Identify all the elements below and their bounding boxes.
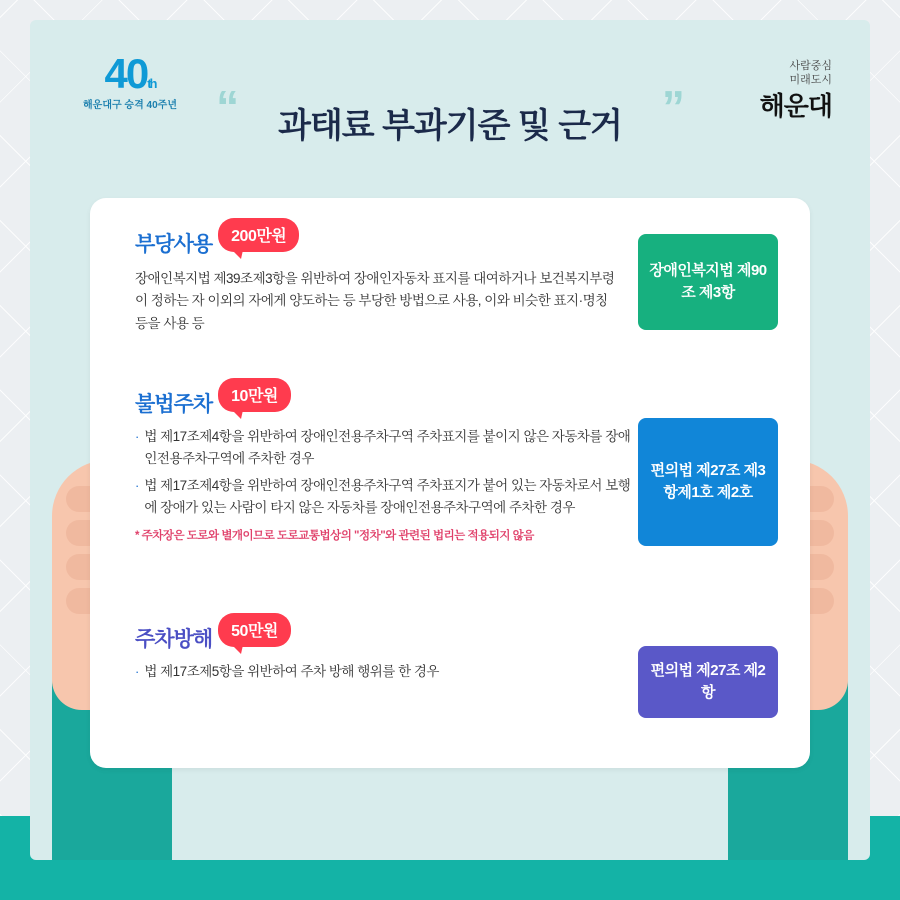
bullet-icon: · <box>135 477 140 493</box>
section-illegal-parking-item-2: 법 제17조제4항을 위반하여 장애인전용주차구역 주차표지가 붙어 있는 자동차로서 보행에 장애가 있는 사람이 타지 않은 자동차를 장애인전용주차구역에 주차한 경우 <box>144 477 631 515</box>
section-misuse-title: 부당사용 <box>135 233 213 256</box>
section-parking-obstruction-head <box>135 623 615 657</box>
section-parking-obstruction-title: 주차방해 <box>135 628 213 651</box>
bullet-icon: · <box>135 429 140 444</box>
page-title: 과태료 부과기준 및 근거 <box>278 107 622 145</box>
brand-name: 해운대 <box>759 90 832 121</box>
section-misuse <box>135 228 615 335</box>
section-parking-obstruction-amount-badge: 50만원 <box>218 613 291 647</box>
logo-caption: 해운대구 승격 40주년 <box>83 100 177 111</box>
section-parking-obstruction-item-1: 법 제17조제5항을 위반하여 주차 방해 행위를 한 경우 <box>144 664 439 679</box>
section-misuse-paragraph: 장애인복지법 제39조제3항을 위반하여 장애인자동차 표지를 대여하거나 보건복지부령이 정하는 자 이외의 자에게 양도하는 등 부당한 방법으로 사용, 이와 비슷한 표지·명칭 등을 사용 등 <box>135 271 615 331</box>
section-illegal-parking-item-1: 법 제17조제4항을 위반하여 장애인전용주차구역 주차표지를 붙이지 않은 자동차를 장애인전용주차구역에 주차한 경우 <box>144 429 631 467</box>
chip-illegal-parking-law: 편의법 제27조 제3항제1호 제2호 <box>638 418 778 546</box>
list-item <box>135 426 635 471</box>
section-parking-obstruction <box>135 623 615 683</box>
logo-mark-suffix: th <box>147 76 156 91</box>
list-item <box>135 661 615 683</box>
section-illegal-parking-amount-badge: 10만원 <box>218 378 291 412</box>
page-title-block <box>216 81 684 147</box>
chip-parking-obstruction-law: 편의법 제27조 제2항 <box>638 646 778 718</box>
quote-close-icon: ” <box>661 81 684 133</box>
content-panel <box>90 198 810 768</box>
quote-open-icon: “ <box>216 81 239 133</box>
list-item <box>135 475 635 520</box>
section-illegal-parking <box>135 388 635 543</box>
section-illegal-parking-head <box>135 388 635 422</box>
chip-misuse-law: 장애인복지법 제90조 제3항 <box>638 234 778 330</box>
bullet-icon: · <box>135 664 140 679</box>
logo-mark-number: 40 <box>104 50 148 97</box>
poster-card <box>30 20 870 860</box>
section-misuse-head <box>135 228 615 262</box>
section-illegal-parking-note: * 주차장은 도로와 별개이므로 도로교통법상의 "정차"와 관련된 법리는 적용되지 않음 <box>135 530 534 543</box>
section-illegal-parking-title: 불법주차 <box>135 393 213 416</box>
section-misuse-amount-badge: 200만원 <box>218 218 299 252</box>
brand-tagline-1: 사람중심 <box>789 60 832 72</box>
brand-tagline-2: 미래도시 <box>789 73 832 86</box>
